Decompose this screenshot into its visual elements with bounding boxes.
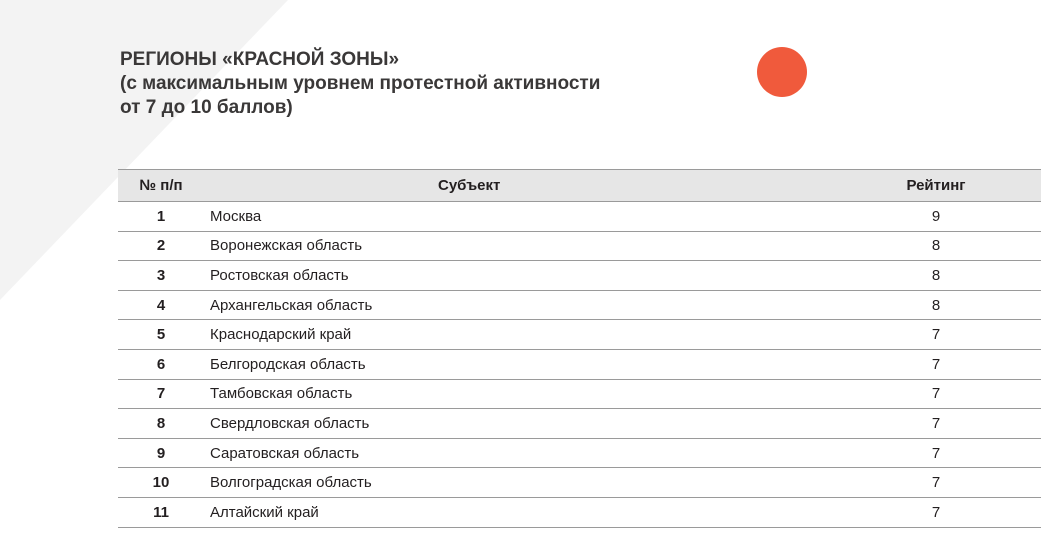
table-row [118,379,1041,409]
table-row [118,409,1041,439]
row-subject: Свердловская область [204,409,831,439]
table-row [118,468,1041,498]
row-subject: Волгоградская область [204,468,831,498]
row-rating: 9 [831,202,1041,232]
row-rating: 7 [831,468,1041,498]
row-num: 3 [118,261,204,291]
title-line-1: РЕГИОНЫ «КРАСНОЙ ЗОНЫ» [120,49,400,70]
row-subject: Краснодарский край [204,320,831,350]
title-line-3: от 7 до 10 баллов) [120,97,293,118]
row-subject: Воронежская область [204,231,831,261]
row-subject: Алтайский край [204,497,831,527]
table-header-row [118,170,1041,202]
table-row [118,261,1041,291]
title-line-2: (с максимальным уровнем протестной активности [120,73,601,94]
regions-table [118,169,1041,528]
page-title [120,48,680,120]
row-subject: Саратовская область [204,438,831,468]
row-rating: 7 [831,409,1041,439]
row-num: 8 [118,409,204,439]
row-num: 5 [118,320,204,350]
table-row [118,497,1041,527]
row-subject: Москва [204,202,831,232]
row-rating: 7 [831,379,1041,409]
accent-circle [757,47,807,97]
row-num: 2 [118,231,204,261]
row-subject: Архангельская область [204,290,831,320]
table-row [118,349,1041,379]
row-num: 1 [118,202,204,232]
row-num: 7 [118,379,204,409]
row-rating: 8 [831,290,1041,320]
table-row [118,320,1041,350]
table-row [118,290,1041,320]
row-rating: 8 [831,231,1041,261]
row-rating: 8 [831,261,1041,291]
row-rating: 7 [831,497,1041,527]
row-num: 4 [118,290,204,320]
row-num: 6 [118,349,204,379]
row-rating: 7 [831,438,1041,468]
table-row [118,438,1041,468]
row-subject: Тамбовская область [204,379,831,409]
row-num: 10 [118,468,204,498]
row-subject: Ростовская область [204,261,831,291]
table-row [118,231,1041,261]
row-rating: 7 [831,320,1041,350]
header-rating: Рейтинг [831,170,1041,202]
row-num: 11 [118,497,204,527]
table-row [118,202,1041,232]
header-num: № п/п [118,170,204,202]
row-rating: 7 [831,349,1041,379]
row-num: 9 [118,438,204,468]
header-subject: Субъект [204,170,831,202]
row-subject: Белгородская область [204,349,831,379]
